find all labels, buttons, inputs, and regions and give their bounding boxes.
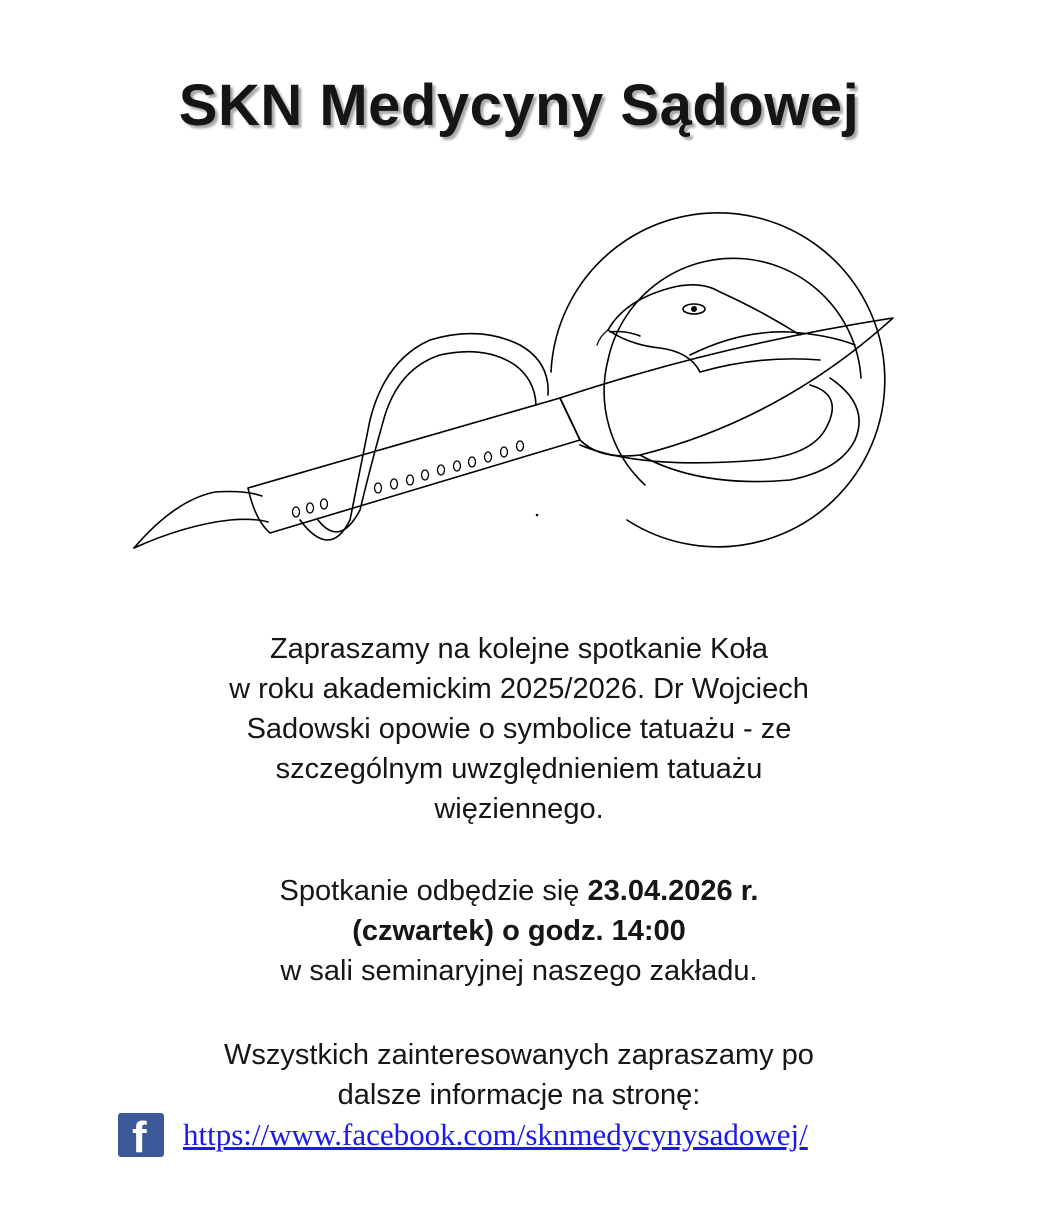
snake-and-knife-emblem-icon	[120, 205, 910, 575]
info-line: dalsze informacje na stronę:	[337, 1079, 701, 1111]
meeting-details	[0, 871, 1038, 991]
meeting-time: (czwartek) o godz. 14:00	[352, 915, 686, 947]
invitation-line: Sadowski opowie o symbolice tatuażu - ze	[246, 713, 792, 745]
invitation-text	[0, 629, 1038, 829]
facebook-page-link[interactable]: https://www.facebook.com/sknmedycynysadowej/	[183, 1117, 808, 1152]
info-text	[0, 1035, 1038, 1115]
meeting-place: w sali seminaryjnej naszego zakładu.	[280, 955, 758, 987]
meeting-date: 23.04.2026 r.	[587, 875, 759, 907]
invitation-line: szczególnym uwzględnieniem tatuażu	[275, 753, 763, 785]
page-title: SKN Medycyny Sądowej	[178, 73, 860, 138]
meeting-prefix: Spotkanie odbędzie się	[279, 875, 588, 907]
info-line: Wszystkich zainteresowanych zapraszamy po	[224, 1039, 814, 1071]
facebook-link-row	[0, 1113, 1038, 1159]
invitation-line: Zapraszamy na kolejne spotkanie Koła	[269, 633, 769, 665]
invitation-line: więziennego.	[434, 793, 604, 825]
meeting-date-line	[0, 871, 1038, 911]
invitation-line: w roku akademickim 2025/2026. Dr Wojciech	[229, 673, 809, 705]
facebook-icon[interactable]: f	[118, 1113, 164, 1157]
